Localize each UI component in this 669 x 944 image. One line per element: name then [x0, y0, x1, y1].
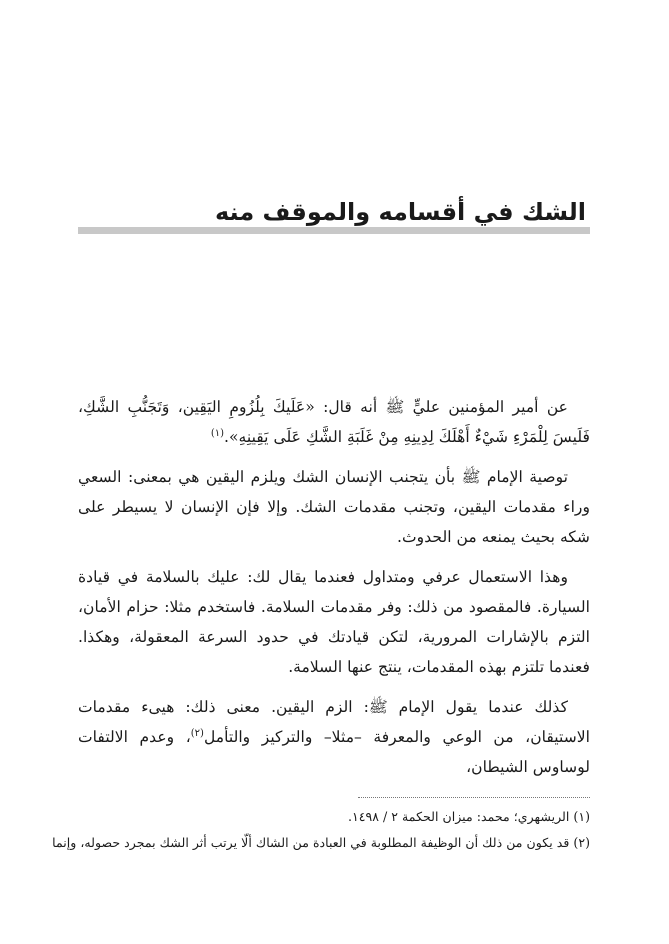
- paragraph-3: وهذا الاستعمال عرفي ومتداول فعندما يقال لك: عليك بالسلامة في قيادة السيارة. فالمقصود من ذلك: وفر مقدمات السلامة. فاستخدم مثلا: حزام الأمان، التزم بالإشارات المرورية، لتكن قيادتك في حدود السرعة المعقولة، وهكذا. فعندما تلتزم بهذه المقدمات، ينتج عنها السلامة.: [78, 568, 590, 676]
- paragraph-1-text: عن أمير المؤمنين عليٍّ ﷺ أنه قال: «عَلَيكَ بِلُزُومِ اليَقِين، وَتَجَنُّبِ الشَّكِ، فَلَيسَ لِلْمَرْءِ شَيْءٌ أَهْلَكَ لِدِينِهِ مِنْ غَلَبَةِ الشَّكِ عَلَى يَقِينِهِ».: [78, 398, 590, 446]
- footnote-1: (١) الريشهري؛ محمد: ميزان الحكمة ٢ / ١٤٩٨.: [347, 809, 590, 824]
- paragraph-4: [78, 692, 590, 782]
- chapter-heading: [78, 198, 590, 236]
- footnote-separator: [358, 797, 590, 798]
- footnote-ref-2: (٢): [190, 727, 204, 739]
- footnote-2: (٢) قد يكون من ذلك أن الوظيفة المطلوبة في العبادة من الشاك ألّا يرتب أثر الشك بمجرد حصوله، وإنما: [52, 835, 590, 850]
- paragraph-4-text-after: ، وعدم الالتفات لوساوس الشيطان،: [78, 728, 590, 776]
- footnotes: [52, 804, 590, 856]
- paragraph-4-text-before: كذلك عندما يقول الإمام ﷺ: الزم اليقين. معنى ذلك: هيىء مقدمات الاستيقان، من الوعي والمعرفة –مثلا– والتركيز والتأمل: [78, 698, 591, 746]
- footnote-ref-1: (١): [210, 427, 225, 439]
- chapter-title: الشك في أقسامه والموقف منه: [214, 198, 586, 226]
- title-underline-bar: [78, 227, 590, 234]
- paragraph-1: [78, 392, 590, 452]
- body-text: [78, 392, 590, 792]
- paragraph-2: توصية الإمام ﷺ بأن يتجنب الإنسان الشك ويلزم اليقين هي بمعنى: السعي وراء مقدمات اليقين، وتجنب مقدمات الشك. وإلا فإن الإنسان لا يسيطر على شكه بحيث يمنعه من الحدوث.: [78, 468, 590, 546]
